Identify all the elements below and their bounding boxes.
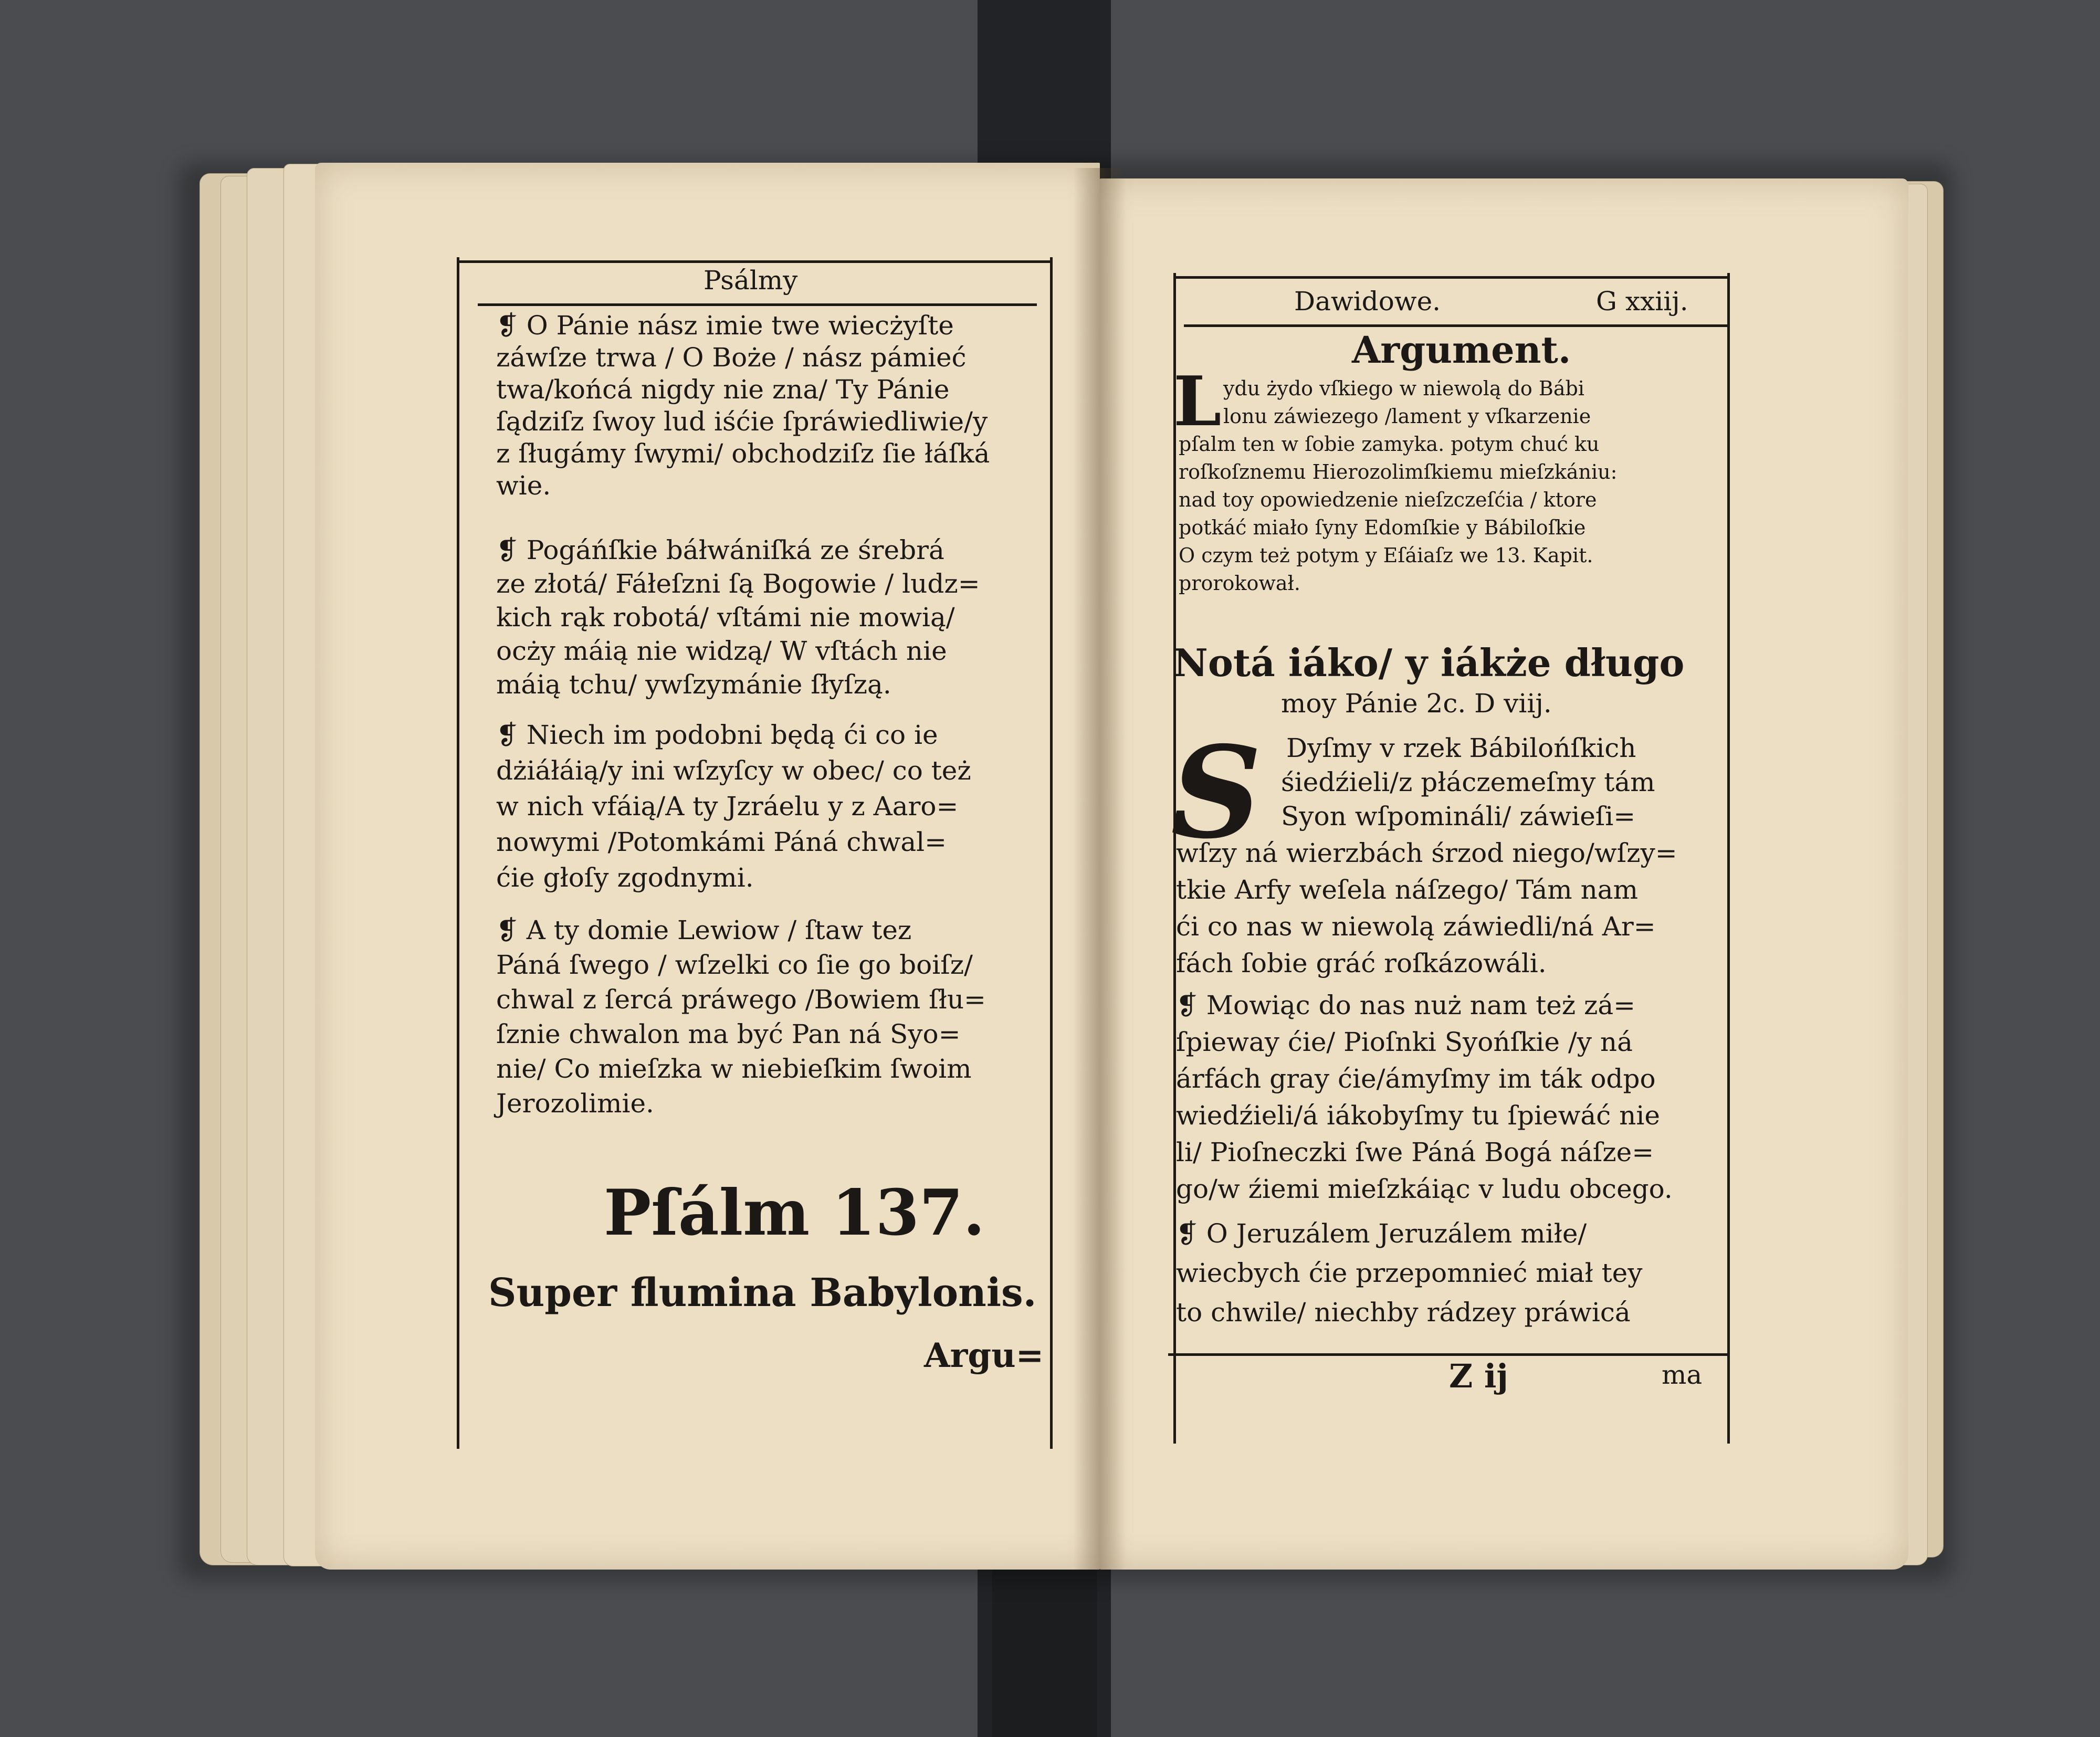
right-head-rule (1173, 276, 1730, 279)
drop-capital: S (1171, 719, 1262, 867)
text-line: nie/ Co mieſzka w niebieſkim ſwoim (496, 1054, 972, 1084)
text-line: ſpieway ćie/ Pioſnki Syońſkie /y ná (1176, 1027, 1633, 1057)
right-running-head-folio: G xxiij. (1596, 286, 1688, 317)
argument-line: potkáć miało ſyny Edomſkie y Bábiloſkie (1179, 516, 1586, 539)
argument-line: O czym też potym y Eſáiaſz we 13. Kapit. (1179, 544, 1593, 567)
text-line: fách ſobie gráć roſkázowáli. (1176, 948, 1547, 978)
argument-line: pſalm ten w ſobie zamyka. potym chuć ku (1179, 433, 1600, 456)
text-line: Dyſmy v rzek Bábilońſkich (1286, 733, 1636, 763)
right-foot-rule (1168, 1353, 1730, 1356)
text-line: ſądziſz ſwoy lud iśćie ſpráwiedliwie/y (496, 406, 988, 437)
left-head-rule (457, 260, 1050, 263)
argument-line: nad toy opowiedzenie nieſzczeſćia / ktore (1179, 488, 1597, 511)
signature-mark: Z ij (1449, 1357, 1508, 1395)
left-head-rule-lower (478, 303, 1037, 306)
text-line: go/w źiemi mieſzkáiąc v ludu obcego. (1176, 1174, 1673, 1204)
text-line: Páná ſwego / wſzelki co ſie go boiſz/ (496, 950, 973, 980)
text-line: to chwile/ niechby rádzey práwicá (1176, 1297, 1631, 1328)
text-line: ocży máią nie widzą/ W vſtách nie (496, 636, 947, 666)
argument-line: lonu záwiezego /lament y vſkarzenie (1223, 405, 1591, 428)
text-line: chwal z ſercá práwego /Bowiem ſłu= (496, 984, 986, 1015)
right-running-head-title: Dawidowe. (1294, 286, 1441, 317)
catchword: ma (1662, 1360, 1703, 1390)
text-line: tkie Arfy weſela náſzego/ Tám nam (1176, 875, 1639, 905)
text-line: ❡ O Pánie nász imie twe wiecżyſte (496, 310, 954, 341)
argument-line: ydu żydo vſkiego w niewolą do Bábi (1223, 377, 1584, 400)
right-head-rule-lower (1184, 324, 1727, 327)
nota-subheading: moy Pánie 2c. D viij. (1281, 688, 1552, 719)
text-line: ſznie chwalon ma być Pan ná Syo= (496, 1019, 961, 1049)
argument-title: Argument. (1352, 328, 1571, 372)
text-line: wiecbych ćie przepomnieć miał tey (1176, 1258, 1643, 1288)
text-line: árfách gray ćie/ámyſmy im ták odpo (1176, 1064, 1656, 1094)
text-line: nowymi /Potomkámi Páná chwal= (496, 827, 947, 857)
text-line: ❡ O Jeruzálem Jeruzálem miłe/ (1176, 1218, 1587, 1249)
text-line: kich rąk robotá/ vſtámi nie mowią/ (496, 602, 955, 633)
text-line: ći co nas w niewolą záwiedli/ná Ar= (1176, 911, 1656, 942)
text-line: w nich vfáią/A ty Jzráelu y z Aaro= (496, 791, 959, 822)
text-line: máią tchu/ ywſzymánie ſłyſzą. (496, 669, 891, 700)
left-running-head: Psálmy (704, 265, 798, 296)
psalm-title: Pſálm 137. (604, 1176, 985, 1250)
text-line: záwſze trwa / O Boże / nász pámieć (496, 342, 967, 373)
text-line: Syon wſpomináli/ záwieſi= (1281, 801, 1636, 831)
text-line: wſzy ná wierzbách śrzod niego/wſzy= (1176, 838, 1677, 868)
text-line: ❡ A ty domie Lewiow / ſtaw tez (496, 915, 912, 945)
text-line: li/ Pioſneczki ſwe Páná Bogá náſze= (1176, 1137, 1654, 1167)
argument-line: roſkoſznemu Hierozolimſkiemu mieſzkániu: (1179, 460, 1618, 483)
text-line: Jerozolimie. (496, 1088, 654, 1119)
text-line: ❡ Niech im podobni będą ći co ie (496, 720, 938, 750)
text-line: ❡ Pogáńſkie báłwániſká ze śrebrá (496, 535, 944, 565)
text-line: śiedźieli/z płáczemeſmy tám (1281, 767, 1655, 797)
argument-line: prorokował. (1179, 572, 1300, 595)
catchword: Argu= (924, 1336, 1044, 1375)
text-line: ćie głoſy zgodnymi. (496, 862, 754, 893)
nota-heading: Notá iáko/ y iákże długo (1173, 640, 1685, 685)
text-line: z ſługámy ſwymi/ obchodziſz ſie łáſká (496, 438, 990, 469)
text-line: wiedźieli/á iákobyſmy tu ſpiewáć nie (1176, 1100, 1660, 1131)
argument-initial: L (1173, 361, 1222, 441)
text-line: ❡ Mowiąc do nas nuż nam też zá= (1176, 990, 1636, 1020)
book-gutter (1074, 168, 1126, 1570)
text-line: dżiáłáią/y ini wſzyſcy w obec/ co też (496, 755, 971, 786)
text-line: wie. (496, 470, 551, 501)
text-line: ze złotá/ Fáłeſzni ſą Bogowie / ludz= (496, 569, 980, 599)
text-line: twa/końcá nigdy nie zna/ Ty Pánie (496, 374, 950, 405)
psalm-subtitle: Super flumina Babylonis. (488, 1270, 1037, 1315)
